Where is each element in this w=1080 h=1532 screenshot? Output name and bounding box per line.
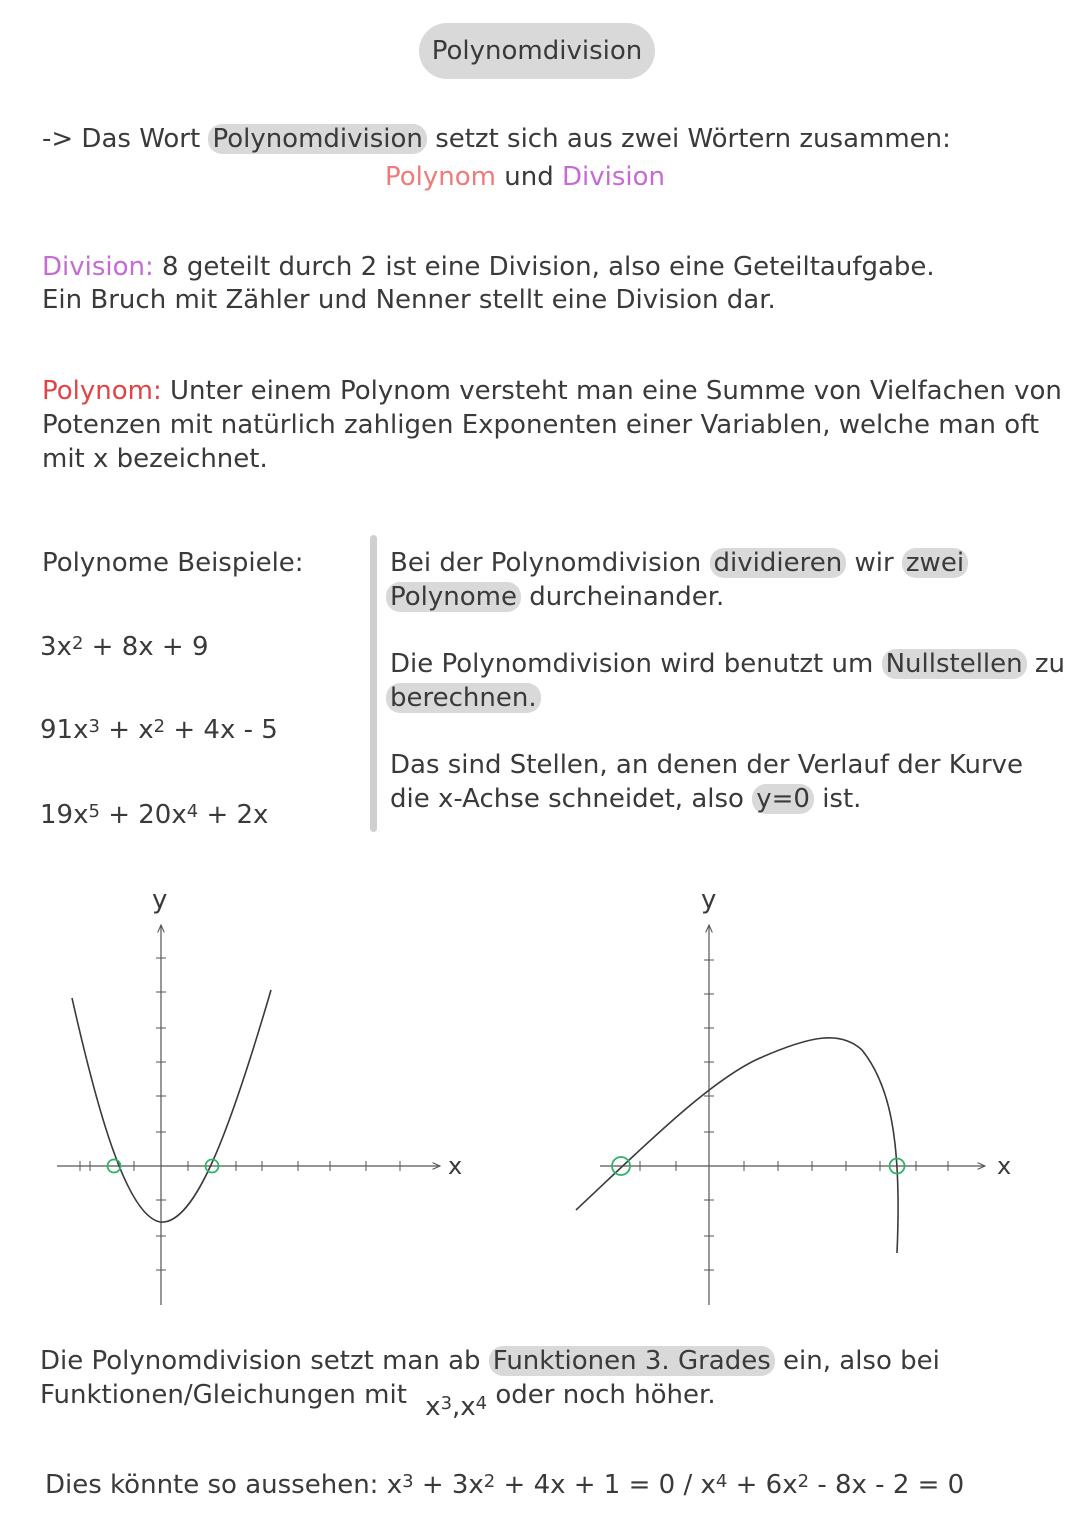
left-y-label: y bbox=[152, 885, 168, 915]
explain-p1-c: durcheinander. bbox=[529, 582, 725, 612]
intro-prefix: -> Das Wort bbox=[42, 124, 201, 154]
ex2-exp-2: 2 bbox=[153, 716, 166, 737]
explain-p1-line-2 bbox=[386, 580, 724, 614]
usage-x1: x bbox=[425, 1392, 441, 1422]
eq2-a: x bbox=[700, 1470, 716, 1500]
example-polynomial-1 bbox=[40, 630, 209, 667]
explain-p2-hl1: Nullstellen bbox=[882, 649, 1027, 679]
usage-x2: x bbox=[460, 1392, 476, 1422]
column-divider bbox=[370, 535, 377, 832]
usage-line-2 bbox=[40, 1378, 716, 1422]
ex1-exp-1: 2 bbox=[71, 633, 84, 654]
ex3-term-a: 19x bbox=[40, 800, 89, 830]
polynom-line-2: Potenzen mit natürlich zahligen Exponenten einer Variablen, welche man oft bbox=[42, 410, 1040, 440]
explain-p3-c: ist. bbox=[822, 784, 862, 814]
explain-p1-hl3: Polynome bbox=[386, 582, 521, 612]
intro-highlight: Polynomdivision bbox=[208, 124, 426, 154]
usage-line-1 bbox=[40, 1344, 940, 1378]
left-x-label: x bbox=[448, 1152, 463, 1180]
eq1-e1: 3 bbox=[402, 1471, 414, 1492]
explain-p2-hl2: berechnen. bbox=[386, 683, 541, 713]
eq2-e1: 4 bbox=[715, 1471, 728, 1492]
ex2-exp-1: 3 bbox=[88, 716, 100, 737]
ex1-term-a: 3x bbox=[40, 632, 72, 662]
explain-p1-hl2: zwei bbox=[902, 548, 968, 578]
eq-separator: / bbox=[683, 1470, 693, 1500]
ex3-term-c: + 2x bbox=[206, 800, 269, 830]
eq1-c: + 4x + 1 = 0 bbox=[503, 1470, 676, 1500]
explain-p3-line-2 bbox=[390, 782, 861, 816]
parabola-curve bbox=[72, 990, 271, 1222]
usage-a: Die Polynomdivision setzt man ab bbox=[40, 1346, 481, 1376]
intro-and: und bbox=[504, 162, 554, 192]
intro-suffix: setzt sich aus zwei Wörtern zusammen: bbox=[435, 124, 951, 154]
polynom-line-1 bbox=[42, 374, 1062, 408]
explain-p2-b: zu bbox=[1034, 649, 1066, 679]
page-title: Polynomdivision bbox=[419, 23, 655, 79]
example-polynomial-3 bbox=[40, 798, 268, 835]
intro-part-division: Division bbox=[561, 162, 665, 192]
explain-p3-b: die x-Achse schneidet, also bbox=[390, 784, 744, 814]
explain-p2-a: Die Polynomdivision wird benutzt um bbox=[390, 649, 874, 679]
polynom-text-1: Unter einem Polynom versteht man eine Summe von Vielfachen von bbox=[170, 376, 1062, 406]
usage-x3 bbox=[425, 1390, 487, 1427]
polynom-label: Polynom: bbox=[42, 376, 162, 406]
cubic-curve bbox=[576, 1038, 898, 1253]
explain-p1-b: wir bbox=[854, 548, 894, 578]
ex3-exp-1: 5 bbox=[88, 801, 100, 822]
division-text-1: 8 geteilt durch 2 ist eine Division, also eine Geteiltaufgabe. bbox=[162, 252, 935, 282]
explain-p1-line-1 bbox=[390, 546, 968, 580]
polynom-line-3: mit x bezeichnet. bbox=[42, 444, 268, 474]
example-equations bbox=[45, 1468, 964, 1505]
graphs-area bbox=[0, 870, 1080, 1320]
eq1-a: x bbox=[386, 1470, 403, 1500]
division-line-1 bbox=[42, 250, 935, 284]
example-polynomial-2 bbox=[40, 713, 278, 750]
intro-parts bbox=[385, 160, 665, 194]
eq2-e2: 2 bbox=[797, 1471, 810, 1492]
eq2-c: - 8x - 2 = 0 bbox=[817, 1470, 965, 1500]
explain-p1-a: Bei der Polynomdivision bbox=[390, 548, 702, 578]
example-eq-label: Dies könnte so aussehen: bbox=[45, 1470, 379, 1500]
intro-part-polynom: Polynom bbox=[385, 162, 496, 192]
explain-p2-line-2 bbox=[386, 681, 541, 715]
explain-p3-line-1: Das sind Stellen, an denen der Verlauf der Kurve bbox=[390, 750, 1024, 780]
division-label: Division: bbox=[42, 252, 154, 282]
explain-p3-hl: y=0 bbox=[752, 784, 814, 814]
ex2-term-b: + x bbox=[108, 715, 154, 745]
usage-comma: , bbox=[452, 1392, 461, 1422]
eq2-b: + 6x bbox=[735, 1470, 798, 1500]
right-y-label: y bbox=[701, 885, 717, 915]
usage-b: ein, also bei bbox=[783, 1346, 940, 1376]
explain-p1-hl1: dividieren bbox=[710, 548, 847, 578]
ex1-term-b: + 8x + 9 bbox=[91, 632, 209, 662]
usage-c: Funktionen/Gleichungen mit bbox=[40, 1380, 407, 1410]
eq1-e2: 2 bbox=[483, 1471, 496, 1492]
graph-cubic bbox=[576, 885, 1011, 1305]
intro-line bbox=[42, 122, 951, 156]
division-line-2: Ein Bruch mit Zähler und Nenner stellt eine Division dar. bbox=[42, 285, 776, 315]
explain-p2-line-1 bbox=[390, 647, 1065, 681]
ex3-exp-2: 4 bbox=[186, 801, 199, 822]
usage-d: oder noch höher. bbox=[495, 1380, 716, 1410]
eq1-b: + 3x bbox=[421, 1470, 484, 1500]
ex2-term-c: + 4x - 5 bbox=[173, 715, 278, 745]
ex2-term-a: 91x bbox=[40, 715, 89, 745]
right-x-label: x bbox=[997, 1152, 1012, 1180]
usage-e2: 4 bbox=[475, 1393, 488, 1414]
usage-hl: Funktionen 3. Grades bbox=[489, 1346, 775, 1376]
usage-e1: 3 bbox=[440, 1393, 453, 1414]
graph-parabola bbox=[57, 885, 462, 1305]
ex3-term-b: + 20x bbox=[108, 800, 187, 830]
examples-heading: Polynome Beispiele: bbox=[42, 548, 304, 578]
